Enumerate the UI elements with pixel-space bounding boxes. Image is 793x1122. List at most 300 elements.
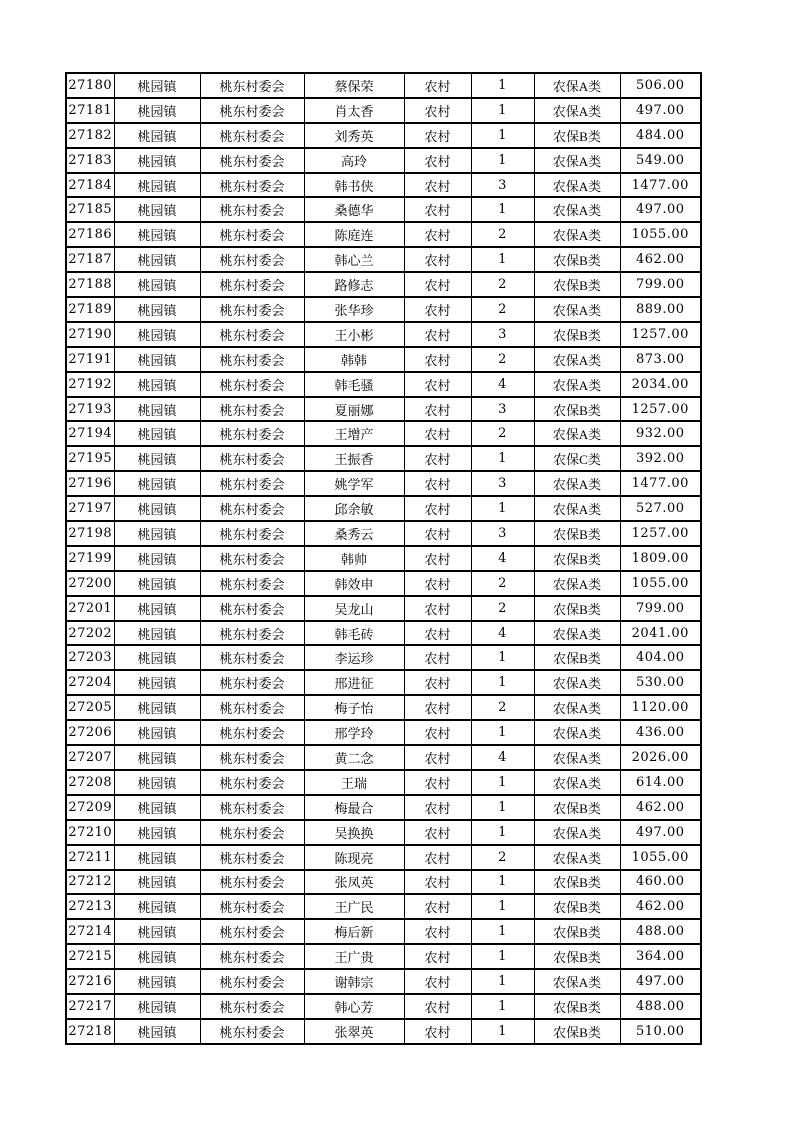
cell-village-committee: 桃东村委会 xyxy=(200,994,304,1019)
cell-record-id: 27202 xyxy=(66,621,114,646)
cell-residence-type: 农村 xyxy=(404,397,471,422)
cell-town: 桃园镇 xyxy=(114,546,200,571)
cell-residence-type: 农村 xyxy=(404,695,471,720)
cell-village-committee: 桃东村委会 xyxy=(200,670,304,695)
cell-village-committee: 桃东村委会 xyxy=(200,322,304,347)
cell-village-committee: 桃东村委会 xyxy=(200,571,304,596)
cell-amount: 510.00 xyxy=(620,1019,701,1044)
cell-amount: 497.00 xyxy=(620,98,701,123)
cell-person-count: 1 xyxy=(471,1019,534,1044)
cell-person-count: 2 xyxy=(471,571,534,596)
cell-record-id: 27212 xyxy=(66,870,114,895)
cell-village-committee: 桃东村委会 xyxy=(200,770,304,795)
cell-person-count: 1 xyxy=(471,919,534,944)
cell-village-committee: 桃东村委会 xyxy=(200,870,304,895)
cell-record-id: 27200 xyxy=(66,571,114,596)
cell-insurance-category: 农保A类 xyxy=(534,695,620,720)
cell-insurance-category: 农保A类 xyxy=(534,670,620,695)
cell-village-committee: 桃东村委会 xyxy=(200,745,304,770)
cell-residence-type: 农村 xyxy=(404,496,471,521)
cell-record-id: 27191 xyxy=(66,347,114,372)
cell-residence-type: 农村 xyxy=(404,621,471,646)
cell-insurance-category: 农保B类 xyxy=(534,123,620,148)
cell-town: 桃园镇 xyxy=(114,820,200,845)
cell-residence-type: 农村 xyxy=(404,546,471,571)
cell-record-id: 27185 xyxy=(66,197,114,222)
cell-person-name: 邢进征 xyxy=(304,670,404,695)
cell-town: 桃园镇 xyxy=(114,272,200,297)
cell-person-name: 肖太香 xyxy=(304,98,404,123)
cell-residence-type: 农村 xyxy=(404,123,471,148)
cell-town: 桃园镇 xyxy=(114,247,200,272)
cell-person-count: 2 xyxy=(471,347,534,372)
cell-insurance-category: 农保B类 xyxy=(534,546,620,571)
cell-insurance-category: 农保B类 xyxy=(534,322,620,347)
cell-amount: 1477.00 xyxy=(620,173,701,198)
cell-residence-type: 农村 xyxy=(404,521,471,546)
cell-record-id: 27183 xyxy=(66,148,114,173)
cell-village-committee: 桃东村委会 xyxy=(200,421,304,446)
cell-amount: 392.00 xyxy=(620,446,701,471)
cell-person-count: 1 xyxy=(471,820,534,845)
cell-residence-type: 农村 xyxy=(404,446,471,471)
cell-amount: 1055.00 xyxy=(620,222,701,247)
cell-town: 桃园镇 xyxy=(114,670,200,695)
cell-insurance-category: 农保A类 xyxy=(534,969,620,994)
cell-residence-type: 农村 xyxy=(404,820,471,845)
cell-person-count: 2 xyxy=(471,421,534,446)
cell-person-count: 1 xyxy=(471,496,534,521)
cell-village-committee: 桃东村委会 xyxy=(200,397,304,422)
cell-residence-type: 农村 xyxy=(404,670,471,695)
cell-person-name: 梅后新 xyxy=(304,919,404,944)
table-row xyxy=(66,944,701,969)
cell-record-id: 27192 xyxy=(66,372,114,397)
cell-person-name: 韩毛骚 xyxy=(304,372,404,397)
cell-record-id: 27193 xyxy=(66,397,114,422)
table-row xyxy=(66,894,701,919)
cell-insurance-category: 农保B类 xyxy=(534,247,620,272)
cell-person-name: 韩韩 xyxy=(304,347,404,372)
cell-record-id: 27210 xyxy=(66,820,114,845)
cell-village-committee: 桃东村委会 xyxy=(200,372,304,397)
table-row xyxy=(66,845,701,870)
cell-insurance-category: 农保B类 xyxy=(534,645,620,670)
cell-town: 桃园镇 xyxy=(114,1019,200,1044)
cell-residence-type: 农村 xyxy=(404,322,471,347)
table-row xyxy=(66,247,701,272)
cell-residence-type: 农村 xyxy=(404,870,471,895)
cell-residence-type: 农村 xyxy=(404,994,471,1019)
cell-residence-type: 农村 xyxy=(404,795,471,820)
cell-village-committee: 桃东村委会 xyxy=(200,98,304,123)
cell-person-count: 1 xyxy=(471,446,534,471)
cell-amount: 2041.00 xyxy=(620,621,701,646)
cell-person-count: 1 xyxy=(471,98,534,123)
cell-insurance-category: 农保B类 xyxy=(534,397,620,422)
cell-insurance-category: 农保B类 xyxy=(534,894,620,919)
table-row xyxy=(66,969,701,994)
cell-record-id: 27214 xyxy=(66,919,114,944)
table-row xyxy=(66,222,701,247)
cell-insurance-category: 农保A类 xyxy=(534,471,620,496)
cell-person-name: 吴龙山 xyxy=(304,596,404,621)
cell-amount: 1257.00 xyxy=(620,521,701,546)
cell-town: 桃园镇 xyxy=(114,347,200,372)
cell-person-count: 1 xyxy=(471,944,534,969)
cell-person-count: 4 xyxy=(471,546,534,571)
cell-village-committee: 桃东村委会 xyxy=(200,695,304,720)
cell-person-count: 2 xyxy=(471,272,534,297)
cell-insurance-category: 农保B类 xyxy=(534,944,620,969)
cell-residence-type: 农村 xyxy=(404,720,471,745)
cell-amount: 488.00 xyxy=(620,919,701,944)
cell-residence-type: 农村 xyxy=(404,845,471,870)
cell-town: 桃园镇 xyxy=(114,73,200,98)
cell-amount: 364.00 xyxy=(620,944,701,969)
cell-residence-type: 农村 xyxy=(404,919,471,944)
cell-residence-type: 农村 xyxy=(404,770,471,795)
cell-village-committee: 桃东村委会 xyxy=(200,596,304,621)
cell-amount: 873.00 xyxy=(620,347,701,372)
cell-town: 桃园镇 xyxy=(114,123,200,148)
cell-person-count: 4 xyxy=(471,621,534,646)
cell-amount: 2034.00 xyxy=(620,372,701,397)
cell-village-committee: 桃东村委会 xyxy=(200,645,304,670)
cell-amount: 799.00 xyxy=(620,596,701,621)
cell-person-count: 3 xyxy=(471,322,534,347)
cell-town: 桃园镇 xyxy=(114,645,200,670)
cell-record-id: 27195 xyxy=(66,446,114,471)
cell-person-name: 刘秀英 xyxy=(304,123,404,148)
cell-insurance-category: 农保A类 xyxy=(534,197,620,222)
cell-person-name: 韩书侠 xyxy=(304,173,404,198)
cell-residence-type: 农村 xyxy=(404,596,471,621)
cell-person-count: 1 xyxy=(471,770,534,795)
cell-record-id: 27207 xyxy=(66,745,114,770)
cell-village-committee: 桃东村委会 xyxy=(200,446,304,471)
cell-residence-type: 农村 xyxy=(404,173,471,198)
cell-amount: 1809.00 xyxy=(620,546,701,571)
cell-village-committee: 桃东村委会 xyxy=(200,272,304,297)
cell-town: 桃园镇 xyxy=(114,446,200,471)
cell-residence-type: 农村 xyxy=(404,421,471,446)
cell-insurance-category: 农保A类 xyxy=(534,148,620,173)
cell-town: 桃园镇 xyxy=(114,720,200,745)
cell-amount: 488.00 xyxy=(620,994,701,1019)
cell-insurance-category: 农保A类 xyxy=(534,372,620,397)
cell-person-name: 蔡保荣 xyxy=(304,73,404,98)
cell-person-count: 1 xyxy=(471,969,534,994)
table-row xyxy=(66,446,701,471)
cell-insurance-category: 农保A类 xyxy=(534,98,620,123)
cell-village-committee: 桃东村委会 xyxy=(200,197,304,222)
cell-town: 桃园镇 xyxy=(114,969,200,994)
cell-town: 桃园镇 xyxy=(114,521,200,546)
cell-person-count: 1 xyxy=(471,720,534,745)
cell-insurance-category: 农保B类 xyxy=(534,795,620,820)
cell-amount: 506.00 xyxy=(620,73,701,98)
cell-record-id: 27196 xyxy=(66,471,114,496)
cell-amount: 497.00 xyxy=(620,820,701,845)
cell-person-name: 王瑞 xyxy=(304,770,404,795)
cell-insurance-category: 农保C类 xyxy=(534,446,620,471)
cell-insurance-category: 农保A类 xyxy=(534,347,620,372)
cell-residence-type: 农村 xyxy=(404,745,471,770)
table-row xyxy=(66,322,701,347)
cell-village-committee: 桃东村委会 xyxy=(200,222,304,247)
cell-amount: 462.00 xyxy=(620,795,701,820)
cell-person-name: 张凤英 xyxy=(304,870,404,895)
table-row xyxy=(66,720,701,745)
cell-person-name: 桑德华 xyxy=(304,197,404,222)
cell-person-name: 邢学玲 xyxy=(304,720,404,745)
cell-insurance-category: 农保B类 xyxy=(534,994,620,1019)
cell-person-count: 4 xyxy=(471,372,534,397)
table-row xyxy=(66,197,701,222)
cell-insurance-category: 农保B类 xyxy=(534,1019,620,1044)
table-row xyxy=(66,397,701,422)
cell-village-committee: 桃东村委会 xyxy=(200,621,304,646)
cell-residence-type: 农村 xyxy=(404,272,471,297)
cell-village-committee: 桃东村委会 xyxy=(200,297,304,322)
cell-person-name: 桑秀云 xyxy=(304,521,404,546)
cell-residence-type: 农村 xyxy=(404,73,471,98)
cell-record-id: 27189 xyxy=(66,297,114,322)
cell-record-id: 27181 xyxy=(66,98,114,123)
cell-record-id: 27182 xyxy=(66,123,114,148)
cell-residence-type: 农村 xyxy=(404,894,471,919)
cell-amount: 799.00 xyxy=(620,272,701,297)
cell-village-committee: 桃东村委会 xyxy=(200,546,304,571)
table-row xyxy=(66,372,701,397)
cell-insurance-category: 农保B类 xyxy=(534,919,620,944)
cell-person-name: 张翠英 xyxy=(304,1019,404,1044)
cell-person-name: 韩帅 xyxy=(304,546,404,571)
cell-town: 桃园镇 xyxy=(114,98,200,123)
cell-village-committee: 桃东村委会 xyxy=(200,1019,304,1044)
cell-record-id: 27184 xyxy=(66,173,114,198)
table-row xyxy=(66,98,701,123)
cell-amount: 497.00 xyxy=(620,969,701,994)
cell-record-id: 27217 xyxy=(66,994,114,1019)
cell-person-name: 王振香 xyxy=(304,446,404,471)
cell-town: 桃园镇 xyxy=(114,372,200,397)
cell-town: 桃园镇 xyxy=(114,148,200,173)
cell-amount: 614.00 xyxy=(620,770,701,795)
table-row xyxy=(66,670,701,695)
cell-person-name: 黄二念 xyxy=(304,745,404,770)
table-row xyxy=(66,994,701,1019)
cell-record-id: 27203 xyxy=(66,645,114,670)
cell-record-id: 27211 xyxy=(66,845,114,870)
cell-person-count: 1 xyxy=(471,645,534,670)
table-row xyxy=(66,471,701,496)
table-row xyxy=(66,73,701,98)
cell-insurance-category: 农保A类 xyxy=(534,720,620,745)
cell-amount: 1257.00 xyxy=(620,397,701,422)
cell-town: 桃园镇 xyxy=(114,197,200,222)
table-row xyxy=(66,148,701,173)
cell-person-name: 张华珍 xyxy=(304,297,404,322)
cell-person-count: 1 xyxy=(471,994,534,1019)
cell-person-count: 1 xyxy=(471,148,534,173)
cell-amount: 1257.00 xyxy=(620,322,701,347)
cell-person-name: 吴换换 xyxy=(304,820,404,845)
cell-person-name: 王增产 xyxy=(304,421,404,446)
cell-amount: 460.00 xyxy=(620,870,701,895)
cell-person-name: 陈庭连 xyxy=(304,222,404,247)
cell-person-name: 韩心芳 xyxy=(304,994,404,1019)
cell-insurance-category: 农保A类 xyxy=(534,621,620,646)
cell-record-id: 27201 xyxy=(66,596,114,621)
cell-insurance-category: 农保A类 xyxy=(534,745,620,770)
cell-village-committee: 桃东村委会 xyxy=(200,919,304,944)
cell-person-count: 1 xyxy=(471,795,534,820)
cell-insurance-category: 农保A类 xyxy=(534,820,620,845)
cell-record-id: 27199 xyxy=(66,546,114,571)
cell-amount: 549.00 xyxy=(620,148,701,173)
cell-person-name: 王小彬 xyxy=(304,322,404,347)
table-row xyxy=(66,421,701,446)
cell-town: 桃园镇 xyxy=(114,870,200,895)
cell-insurance-category: 农保B类 xyxy=(534,870,620,895)
cell-record-id: 27205 xyxy=(66,695,114,720)
cell-town: 桃园镇 xyxy=(114,596,200,621)
cell-insurance-category: 农保A类 xyxy=(534,421,620,446)
cell-record-id: 27187 xyxy=(66,247,114,272)
table-row xyxy=(66,695,701,720)
cell-town: 桃园镇 xyxy=(114,770,200,795)
cell-insurance-category: 农保A类 xyxy=(534,297,620,322)
cell-person-count: 1 xyxy=(471,870,534,895)
table-row xyxy=(66,521,701,546)
cell-person-name: 谢韩宗 xyxy=(304,969,404,994)
table-row xyxy=(66,919,701,944)
table-row xyxy=(66,123,701,148)
cell-town: 桃园镇 xyxy=(114,397,200,422)
table-row xyxy=(66,795,701,820)
cell-amount: 889.00 xyxy=(620,297,701,322)
cell-residence-type: 农村 xyxy=(404,197,471,222)
cell-person-count: 3 xyxy=(471,173,534,198)
cell-record-id: 27190 xyxy=(66,322,114,347)
cell-insurance-category: 农保A类 xyxy=(534,222,620,247)
table-row xyxy=(66,870,701,895)
cell-amount: 2026.00 xyxy=(620,745,701,770)
cell-residence-type: 农村 xyxy=(404,98,471,123)
cell-residence-type: 农村 xyxy=(404,222,471,247)
cell-record-id: 27194 xyxy=(66,421,114,446)
cell-town: 桃园镇 xyxy=(114,621,200,646)
cell-person-name: 邱余敏 xyxy=(304,496,404,521)
cell-record-id: 27198 xyxy=(66,521,114,546)
cell-residence-type: 农村 xyxy=(404,969,471,994)
cell-amount: 932.00 xyxy=(620,421,701,446)
cell-person-name: 陈现亮 xyxy=(304,845,404,870)
table-row xyxy=(66,745,701,770)
cell-person-count: 3 xyxy=(471,521,534,546)
cell-person-count: 2 xyxy=(471,845,534,870)
cell-insurance-category: 农保A类 xyxy=(534,770,620,795)
cell-village-committee: 桃东村委会 xyxy=(200,944,304,969)
cell-insurance-category: 农保A类 xyxy=(534,496,620,521)
cell-amount: 530.00 xyxy=(620,670,701,695)
cell-village-committee: 桃东村委会 xyxy=(200,247,304,272)
cell-town: 桃园镇 xyxy=(114,919,200,944)
cell-insurance-category: 农保A类 xyxy=(534,73,620,98)
cell-person-count: 3 xyxy=(471,471,534,496)
cell-amount: 1477.00 xyxy=(620,471,701,496)
insurance-roster-table-body xyxy=(66,73,701,1044)
cell-amount: 497.00 xyxy=(620,197,701,222)
cell-person-name: 路修志 xyxy=(304,272,404,297)
table-row xyxy=(66,1019,701,1044)
cell-village-committee: 桃东村委会 xyxy=(200,894,304,919)
cell-amount: 1055.00 xyxy=(620,845,701,870)
cell-person-count: 2 xyxy=(471,695,534,720)
cell-town: 桃园镇 xyxy=(114,845,200,870)
cell-record-id: 27186 xyxy=(66,222,114,247)
cell-record-id: 27215 xyxy=(66,944,114,969)
cell-residence-type: 农村 xyxy=(404,645,471,670)
cell-amount: 436.00 xyxy=(620,720,701,745)
cell-record-id: 27218 xyxy=(66,1019,114,1044)
cell-person-count: 1 xyxy=(471,247,534,272)
cell-village-committee: 桃东村委会 xyxy=(200,845,304,870)
cell-insurance-category: 农保B类 xyxy=(534,596,620,621)
cell-person-name: 韩效申 xyxy=(304,571,404,596)
cell-residence-type: 农村 xyxy=(404,372,471,397)
cell-record-id: 27216 xyxy=(66,969,114,994)
cell-amount: 484.00 xyxy=(620,123,701,148)
cell-town: 桃园镇 xyxy=(114,322,200,347)
cell-residence-type: 农村 xyxy=(404,1019,471,1044)
cell-person-name: 夏丽娜 xyxy=(304,397,404,422)
cell-person-name: 高玲 xyxy=(304,148,404,173)
cell-village-committee: 桃东村委会 xyxy=(200,820,304,845)
cell-record-id: 27213 xyxy=(66,894,114,919)
cell-village-committee: 桃东村委会 xyxy=(200,347,304,372)
cell-village-committee: 桃东村委会 xyxy=(200,471,304,496)
cell-record-id: 27209 xyxy=(66,795,114,820)
cell-residence-type: 农村 xyxy=(404,471,471,496)
cell-person-count: 2 xyxy=(471,222,534,247)
cell-person-count: 1 xyxy=(471,73,534,98)
cell-village-committee: 桃东村委会 xyxy=(200,969,304,994)
cell-person-count: 2 xyxy=(471,297,534,322)
cell-town: 桃园镇 xyxy=(114,496,200,521)
cell-amount: 1120.00 xyxy=(620,695,701,720)
table-row xyxy=(66,621,701,646)
cell-person-name: 姚学军 xyxy=(304,471,404,496)
cell-village-committee: 桃东村委会 xyxy=(200,795,304,820)
cell-person-count: 4 xyxy=(471,745,534,770)
table-row xyxy=(66,546,701,571)
table-row xyxy=(66,347,701,372)
cell-insurance-category: 农保A类 xyxy=(534,173,620,198)
cell-person-name: 梅子怡 xyxy=(304,695,404,720)
cell-record-id: 27208 xyxy=(66,770,114,795)
cell-residence-type: 农村 xyxy=(404,247,471,272)
cell-record-id: 27188 xyxy=(66,272,114,297)
cell-village-committee: 桃东村委会 xyxy=(200,148,304,173)
cell-person-count: 1 xyxy=(471,123,534,148)
cell-person-count: 1 xyxy=(471,670,534,695)
table-row xyxy=(66,596,701,621)
cell-amount: 1055.00 xyxy=(620,571,701,596)
table-row xyxy=(66,496,701,521)
